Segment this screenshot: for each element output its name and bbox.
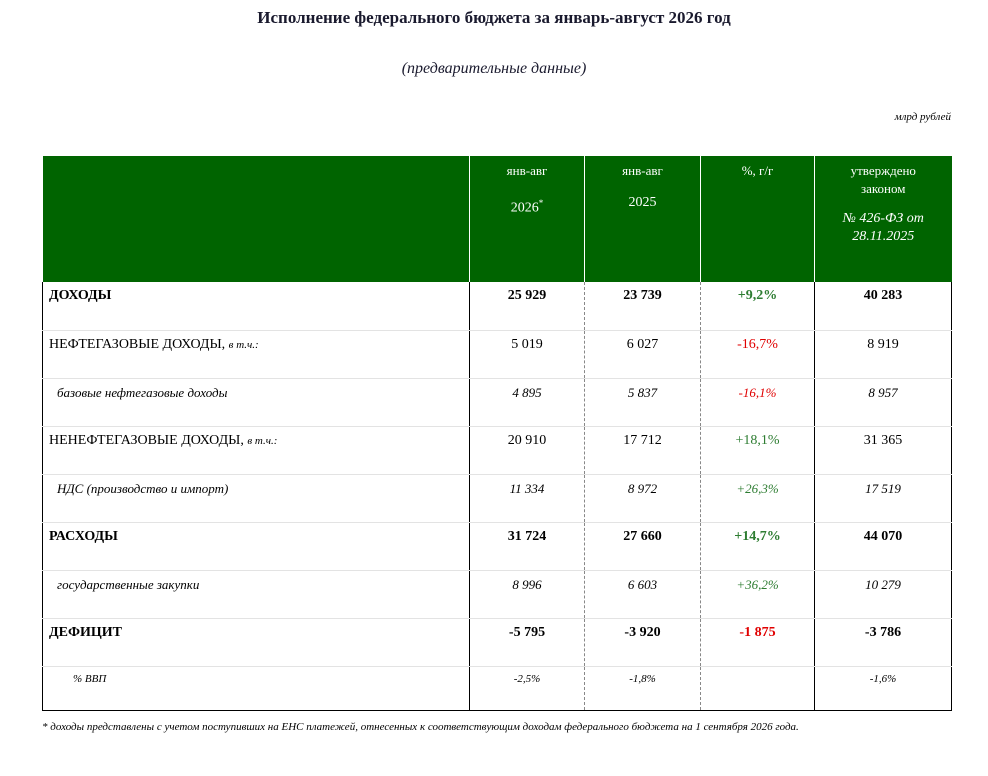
unit-label: млрд рублей	[894, 111, 951, 123]
page-title: Исполнение федерального бюджета за январь-август 2026 год	[257, 8, 731, 27]
header-approved	[815, 156, 952, 282]
header-approved-line2: законом	[861, 181, 906, 196]
table-row	[43, 570, 952, 618]
row-label: НДС (производство и импорт)	[43, 474, 470, 522]
value-yoy: +26,3%	[701, 474, 815, 522]
row-label: % ВВП	[43, 666, 470, 710]
table-row	[43, 474, 952, 522]
value-approved: -1,6%	[815, 666, 952, 710]
value-approved: 17 519	[815, 474, 952, 522]
value-2026: -2,5%	[470, 666, 585, 710]
row-label: государственные закупки	[43, 570, 470, 618]
value-approved: 40 283	[815, 282, 952, 330]
value-2025: 8 972	[585, 474, 701, 522]
row-label-cell	[43, 330, 470, 378]
value-2026: 8 996	[470, 570, 585, 618]
budget-table	[42, 156, 952, 711]
table-row	[43, 522, 952, 570]
value-yoy	[701, 666, 815, 710]
table-row	[43, 666, 952, 710]
value-2025: -1,8%	[585, 666, 701, 710]
value-2026: 4 895	[470, 378, 585, 426]
value-yoy: +36,2%	[701, 570, 815, 618]
table-row	[43, 426, 952, 474]
row-label-cell	[43, 426, 470, 474]
header-2025-period: янв-авг	[622, 163, 663, 178]
value-approved: 8 957	[815, 378, 952, 426]
value-approved: 31 365	[815, 426, 952, 474]
header-2026	[470, 156, 585, 282]
value-2025: 6 027	[585, 330, 701, 378]
header-label-cell	[43, 156, 470, 282]
header-approved-date: 28.11.2025	[852, 229, 915, 244]
value-2026: -5 795	[470, 618, 585, 666]
value-yoy: -16,7%	[701, 330, 815, 378]
value-approved: -3 786	[815, 618, 952, 666]
row-note: в т.ч.:	[228, 338, 259, 351]
row-note: в т.ч.:	[247, 434, 278, 447]
value-2025: 5 837	[585, 378, 701, 426]
value-2025: 23 739	[585, 282, 701, 330]
value-2026: 5 019	[470, 330, 585, 378]
header-2026-footnote-mark: *	[538, 198, 544, 208]
value-2025: 6 603	[585, 570, 701, 618]
value-yoy: +14,7%	[701, 522, 815, 570]
header-2026-year: 2026	[510, 200, 539, 216]
value-approved: 10 279	[815, 570, 952, 618]
header-2025	[585, 156, 701, 282]
header-approved-law: № 426-ФЗ от	[842, 211, 924, 226]
table-row	[43, 378, 952, 426]
table-row	[43, 282, 952, 330]
value-yoy: +18,1%	[701, 426, 815, 474]
value-yoy: -16,1%	[701, 378, 815, 426]
header-yoy-label: %, г/г	[741, 163, 774, 178]
value-approved: 8 919	[815, 330, 952, 378]
value-yoy: -1 875	[701, 618, 815, 666]
value-2025: 27 660	[585, 522, 701, 570]
value-2026: 31 724	[470, 522, 585, 570]
footnote: * доходы представлены с учетом поступивших на ЕНС платежей, отнесенных к соответствующим доходам федерального бюджета на 1 сентября 2026 года.	[42, 721, 799, 733]
row-label: РАСХОДЫ	[43, 522, 470, 570]
value-2025: -3 920	[585, 618, 701, 666]
page-subtitle: (предварительные данные)	[401, 60, 587, 77]
value-2026: 11 334	[470, 474, 585, 522]
row-label: базовые нефтегазовые доходы	[43, 378, 470, 426]
header-2025-year: 2025	[628, 195, 657, 210]
table-row	[43, 330, 952, 378]
row-label: ДЕФИЦИТ	[43, 618, 470, 666]
value-2025: 17 712	[585, 426, 701, 474]
row-label: НЕФТЕГАЗОВЫЕ ДОХОДЫ,	[49, 336, 226, 352]
row-label: НЕНЕФТЕГАЗОВЫЕ ДОХОДЫ,	[49, 432, 244, 448]
header-yoy	[701, 156, 815, 282]
value-approved: 44 070	[815, 522, 952, 570]
table-header-row	[43, 156, 952, 282]
header-approved-line1: утверждено	[850, 163, 916, 178]
value-2026: 25 929	[470, 282, 585, 330]
value-2026: 20 910	[470, 426, 585, 474]
table-row	[43, 618, 952, 666]
header-2026-period: янв-авг	[506, 163, 548, 178]
value-yoy: +9,2%	[701, 282, 815, 330]
row-label: ДОХОДЫ	[43, 282, 470, 330]
